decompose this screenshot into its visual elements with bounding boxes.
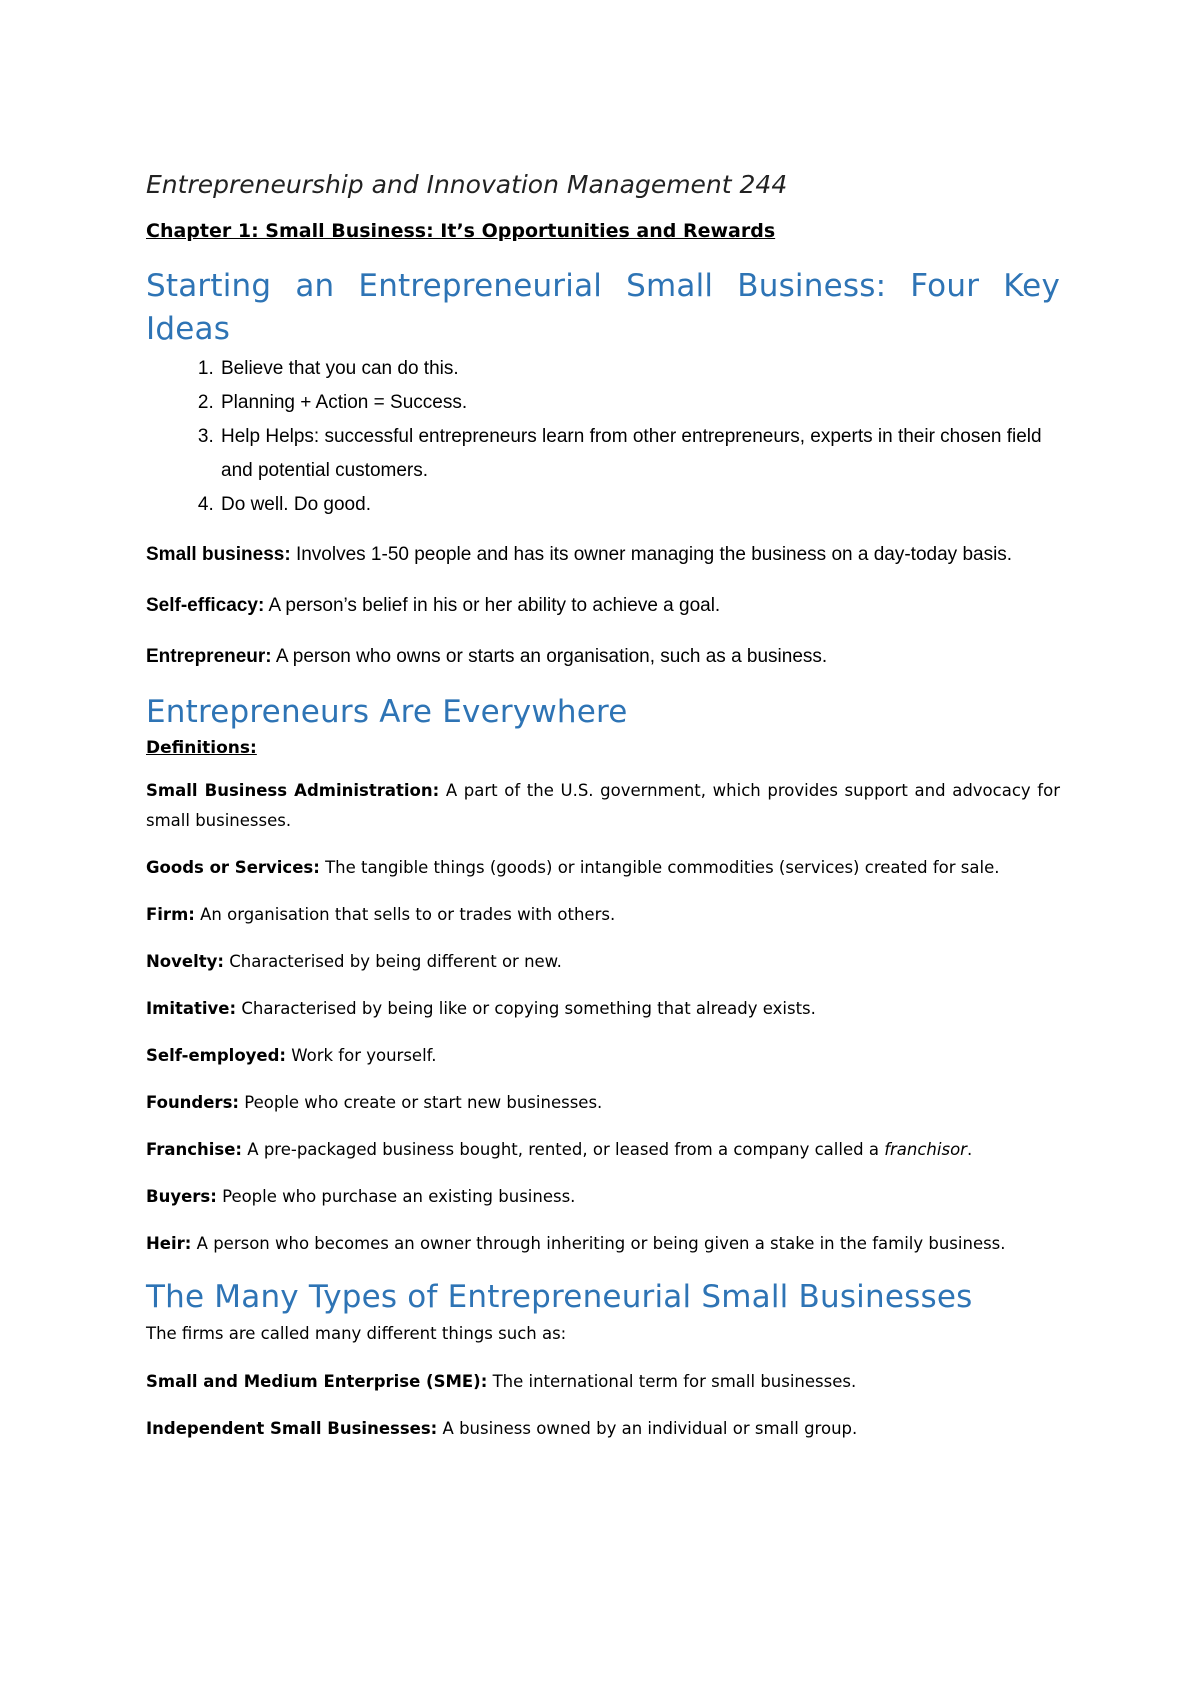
definition-text: A person’s belief in his or her ability to achieve a goal. xyxy=(268,594,721,616)
document-title: Entrepreneurship and Innovation Management 244 xyxy=(146,170,788,199)
section-heading-many-types: The Many Types of Entrepreneurial Small Businesses xyxy=(146,1278,973,1315)
section-heading-four-key-ideas: Starting an Entrepreneurial Small Business: Four Key Ideas xyxy=(146,267,1060,348)
definition-text: A person who owns or starts an organisation, such as a business. xyxy=(275,645,828,667)
definition-item xyxy=(146,776,1060,836)
definition-entrepreneur xyxy=(146,640,1060,673)
definition-item xyxy=(146,1041,1060,1071)
definition-text: The tangible things (goods) or intangible commodities (services) created for sale. xyxy=(325,857,1000,877)
definition-item xyxy=(146,947,1060,977)
section-heading-entrepreneurs-everywhere: Entrepreneurs Are Everywhere xyxy=(146,693,628,730)
definition-term: Heir: xyxy=(146,1233,192,1253)
definition-term: Self-employed: xyxy=(146,1045,287,1065)
definition-text: A part of the U.S. government, which provides support and advocacy for small businesses. xyxy=(146,780,1060,830)
definition-text: A business owned by an individual or small group. xyxy=(442,1419,858,1439)
definition-term: Buyers: xyxy=(146,1186,217,1206)
definition-item xyxy=(146,1088,1060,1118)
document-page xyxy=(146,150,1060,1461)
definition-term: Small business: xyxy=(146,543,291,565)
definition-item xyxy=(146,1182,1060,1212)
definition-italic-term: franchisor xyxy=(884,1139,967,1159)
definition-item xyxy=(146,1135,1060,1165)
definition-text: A person who becomes an owner through inheriting or being given a stake in the family business. xyxy=(196,1233,1006,1253)
list-item: 3. Help Helps: successful entrepreneurs learn from other entrepreneurs, experts in their chosen field and potential customers. xyxy=(219,420,1060,488)
section-intro: The firms are called many different things such as: xyxy=(146,1324,567,1344)
definition-small-business xyxy=(146,538,1060,571)
definition-text: An organisation that sells to or trades with others. xyxy=(200,904,616,924)
definition-term: Small Business Administration: xyxy=(146,780,440,800)
definition-item xyxy=(146,994,1060,1024)
definition-text: Work for yourself. xyxy=(291,1045,437,1065)
definition-text: Characterised by being different or new. xyxy=(229,951,562,971)
definition-term: Founders: xyxy=(146,1092,239,1112)
definition-item xyxy=(146,900,1060,930)
definition-text: Characterised by being like or copying something that already exists. xyxy=(241,998,816,1018)
list-item: 2. Planning + Action = Success. xyxy=(219,386,1060,420)
definition-text: A pre-packaged business bought, rented, or leased from a company called a xyxy=(247,1139,879,1159)
definition-text: The international term for small businesses. xyxy=(492,1372,857,1392)
chapter-title: Chapter 1: Small Business: It’s Opportunities and Rewards xyxy=(146,220,776,242)
definition-text: People who create or start new businesses. xyxy=(244,1092,603,1112)
list-item: 1. Believe that you can do this. xyxy=(219,352,1060,386)
definition-term: Firm: xyxy=(146,904,195,924)
definition-term: Self-efficacy: xyxy=(146,594,265,616)
definition-term: Imitative: xyxy=(146,998,237,1018)
definition-text: Involves 1-50 people and has its owner managing the business on a day-today basis. xyxy=(295,543,1013,565)
definition-term: Goods or Services: xyxy=(146,857,320,877)
definition-item xyxy=(146,1414,1060,1444)
definition-item xyxy=(146,853,1060,883)
definition-term: Independent Small Businesses: xyxy=(146,1419,438,1439)
definition-term: Franchise: xyxy=(146,1139,243,1159)
definition-term: Entrepreneur: xyxy=(146,645,272,667)
definition-item xyxy=(146,1229,1060,1259)
definition-item xyxy=(146,1367,1060,1397)
definitions-label: Definitions: xyxy=(146,737,257,758)
key-ideas-list xyxy=(146,352,1060,522)
list-item: 4. Do well. Do good. xyxy=(219,488,1060,522)
definition-term: Small and Medium Enterprise (SME): xyxy=(146,1372,488,1392)
definition-self-efficacy xyxy=(146,589,1060,622)
definition-punctuation: . xyxy=(966,1139,973,1159)
definition-term: Novelty: xyxy=(146,951,224,971)
definition-text: People who purchase an existing business. xyxy=(222,1186,576,1206)
